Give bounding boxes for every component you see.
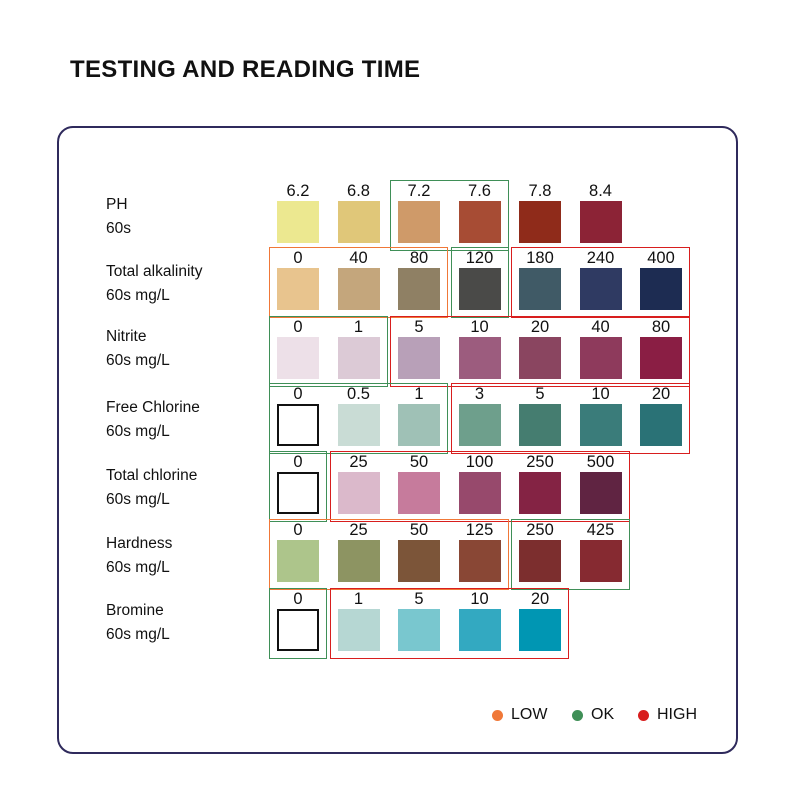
- value-label: 25: [349, 453, 368, 471]
- value-label: 240: [586, 249, 615, 267]
- color-swatch: [459, 609, 501, 651]
- legend-dot-icon: [572, 710, 583, 721]
- value-label: 250: [526, 453, 554, 471]
- color-swatch: [338, 268, 380, 310]
- color-swatch: [398, 268, 440, 310]
- color-swatch: [519, 540, 561, 582]
- color-swatch: [459, 201, 501, 243]
- value-label: 425: [586, 521, 615, 539]
- color-swatch: [580, 268, 622, 310]
- value-label: 3: [474, 385, 485, 403]
- value-label: 0: [293, 521, 303, 539]
- value-label: 1: [353, 590, 364, 608]
- legend-dot-icon: [638, 710, 649, 721]
- value-label: 20: [651, 385, 671, 403]
- value-label: 0: [293, 590, 303, 608]
- value-label: 500: [586, 453, 615, 471]
- legend-dot-icon: [492, 710, 503, 721]
- color-swatch: [580, 472, 622, 514]
- value-label: 10: [470, 318, 489, 336]
- row-label-nitrite: [106, 325, 170, 373]
- value-label: 50: [409, 521, 429, 539]
- row-label-free-chlorine: [106, 396, 200, 444]
- row-label-hardness: [106, 532, 172, 580]
- value-label: 125: [465, 521, 494, 539]
- parameter-name: Total chlorine: [106, 467, 198, 484]
- color-swatch: [459, 540, 501, 582]
- parameter-name: Bromine: [106, 602, 164, 619]
- row-label-bromine: [106, 599, 170, 647]
- value-label: 8.4: [589, 182, 612, 200]
- legend-item-low: [492, 706, 547, 724]
- parameter-unit: 60s mg/L: [106, 423, 170, 440]
- color-swatch: [640, 404, 682, 446]
- color-swatch: [338, 609, 380, 651]
- color-swatch: [398, 609, 440, 651]
- value-label: 0.5: [347, 385, 370, 403]
- color-swatch: [519, 609, 561, 651]
- value-label: 6.2: [286, 182, 310, 200]
- value-label: 5: [414, 318, 424, 336]
- parameter-unit: 60s mg/L: [106, 287, 170, 304]
- value-label: 40: [349, 249, 368, 267]
- color-swatch: [277, 404, 319, 446]
- value-label: 7.6: [468, 182, 491, 200]
- color-swatch: [398, 337, 440, 379]
- parameter-name: Total alkalinity: [106, 263, 203, 280]
- color-swatch: [580, 337, 622, 379]
- color-swatch: [459, 337, 501, 379]
- color-swatch: [580, 404, 622, 446]
- value-label: 5: [414, 590, 424, 608]
- color-swatch: [277, 472, 319, 514]
- row-label-ph: [106, 193, 131, 241]
- value-label: 10: [470, 590, 489, 608]
- color-swatch: [338, 404, 380, 446]
- page-title: TESTING AND READING TIME: [70, 56, 421, 83]
- value-label: 80: [651, 318, 671, 336]
- value-label: 0: [293, 249, 303, 267]
- value-label: 6.8: [347, 182, 370, 200]
- parameter-name: Hardness: [106, 535, 173, 552]
- row-label-total-chlorine: [106, 464, 197, 512]
- legend-label: HIGH: [657, 706, 697, 723]
- value-label: 1: [414, 385, 424, 403]
- color-swatch: [338, 472, 380, 514]
- value-label: 7.8: [528, 182, 552, 200]
- color-swatch: [338, 337, 380, 379]
- value-label: 1: [353, 318, 364, 336]
- parameter-unit: 60s mg/L: [106, 491, 170, 508]
- parameter-unit: 60s mg/L: [106, 626, 170, 643]
- color-swatch: [398, 472, 440, 514]
- parameter-name: Nitrite: [106, 328, 147, 345]
- value-label: 5: [535, 385, 545, 403]
- color-swatch: [580, 540, 622, 582]
- color-swatch: [459, 472, 501, 514]
- color-swatch: [519, 268, 561, 310]
- value-label: 250: [526, 521, 554, 539]
- color-swatch: [640, 337, 682, 379]
- color-swatch: [519, 472, 561, 514]
- value-label: 0: [293, 385, 303, 403]
- value-label: 400: [647, 249, 675, 267]
- value-label: 10: [591, 385, 610, 403]
- value-label: 20: [530, 590, 550, 608]
- color-swatch: [277, 268, 319, 310]
- value-label: 25: [349, 521, 368, 539]
- parameter-name: PH: [106, 196, 128, 213]
- color-swatch: [459, 268, 501, 310]
- row-label-total-alkalinity: [106, 260, 203, 308]
- color-swatch: [519, 337, 561, 379]
- parameter-unit: 60s: [106, 220, 131, 237]
- value-label: 0: [293, 318, 303, 336]
- legend-item-ok: [572, 706, 614, 724]
- value-label: 40: [591, 318, 610, 336]
- color-swatch: [580, 201, 622, 243]
- color-swatch: [398, 201, 440, 243]
- value-label: 20: [530, 318, 550, 336]
- legend-item-high: [638, 706, 697, 724]
- color-swatch: [277, 609, 319, 651]
- legend-label: OK: [591, 706, 615, 723]
- color-swatch: [277, 337, 319, 379]
- color-swatch: [398, 404, 440, 446]
- color-swatch: [459, 404, 501, 446]
- color-swatch: [277, 201, 319, 243]
- parameter-unit: 60s mg/L: [106, 352, 170, 369]
- parameter-unit: 60s mg/L: [106, 559, 170, 576]
- value-label: 0: [293, 453, 303, 471]
- color-swatch: [398, 540, 440, 582]
- value-label: 180: [526, 249, 554, 267]
- color-swatch: [640, 268, 682, 310]
- legend-label: LOW: [511, 706, 548, 723]
- color-swatch: [338, 540, 380, 582]
- value-label: 100: [465, 453, 494, 471]
- color-swatch: [338, 201, 380, 243]
- color-swatch: [277, 540, 319, 582]
- color-swatch: [519, 201, 561, 243]
- value-label: 50: [409, 453, 429, 471]
- value-label: 120: [465, 249, 494, 267]
- value-label: 80: [409, 249, 429, 267]
- color-swatch: [519, 404, 561, 446]
- value-label: 7.2: [407, 182, 431, 200]
- parameter-name: Free Chlorine: [106, 399, 200, 416]
